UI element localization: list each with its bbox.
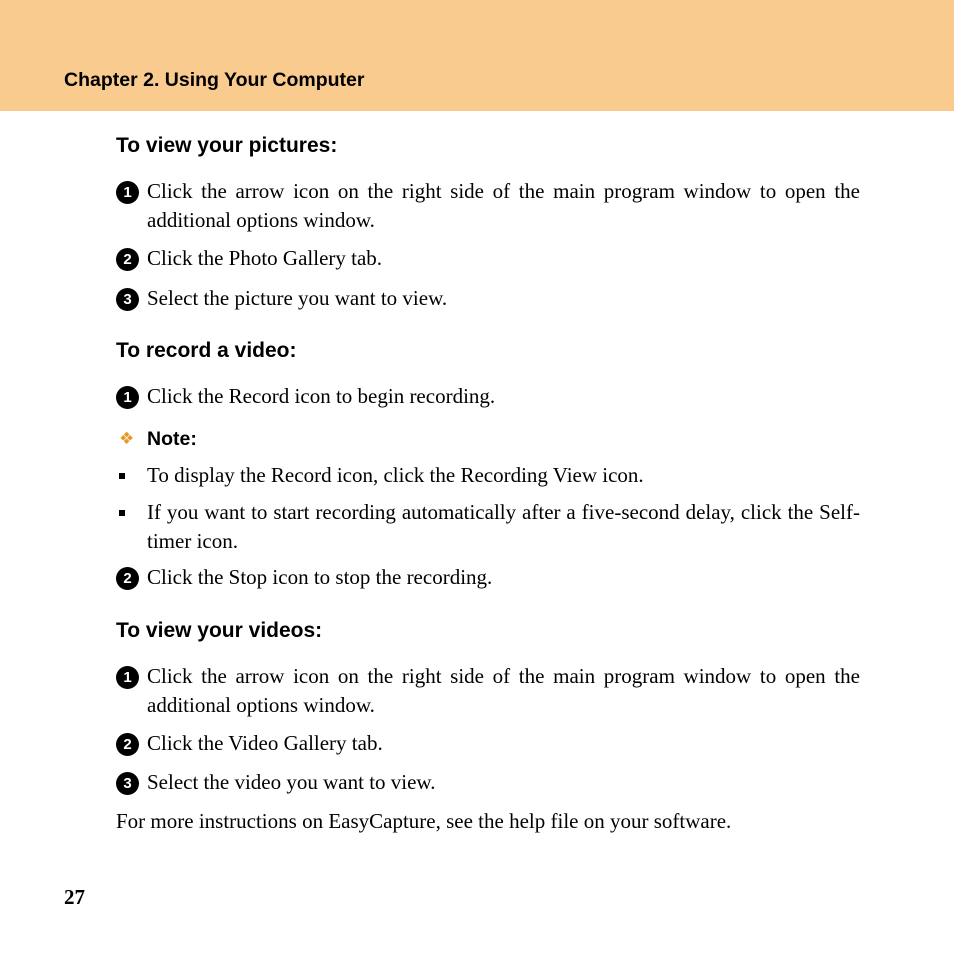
note-bullet xyxy=(116,461,860,490)
circled-number-icon: 2 xyxy=(116,248,139,271)
note-bullet xyxy=(116,498,860,556)
diamond-dots-icon: ❖ xyxy=(119,429,135,449)
heading-view-pictures: To view your pictures: xyxy=(116,134,338,157)
note-label: Note: xyxy=(147,428,197,450)
step-item xyxy=(116,729,860,758)
step-text: Click the Stop icon to stop the recording. xyxy=(147,565,493,589)
step-text: Click the arrow icon on the right side of the main program window to open the additional options window. xyxy=(147,664,860,717)
heading-record-video: To record a video: xyxy=(116,339,297,362)
chapter-header-band xyxy=(0,0,954,111)
step-item xyxy=(116,382,860,411)
circled-number-icon: 1 xyxy=(116,181,139,204)
bullet-text: If you want to start recording automatically after a five-second delay, click the Self-timer icon. xyxy=(147,500,860,553)
footer-instructions: For more instructions on EasyCapture, see the help file on your software. xyxy=(116,809,732,833)
step-text: Click the Record icon to begin recording. xyxy=(147,384,496,408)
step-item xyxy=(116,768,860,797)
step-item xyxy=(116,563,860,592)
square-bullet-icon xyxy=(119,473,125,479)
circled-number-icon: 3 xyxy=(116,288,139,311)
circled-number-icon: 1 xyxy=(116,666,139,689)
step-item xyxy=(116,177,860,235)
step-text: Click the Video Gallery tab. xyxy=(147,731,383,755)
step-text: Click the Photo Gallery tab. xyxy=(147,246,383,270)
step-text: Select the picture you want to view. xyxy=(147,286,448,310)
bullet-text: To display the Record icon, click the Recording View icon. xyxy=(147,463,644,487)
chapter-title: Chapter 2. Using Your Computer xyxy=(64,69,365,91)
circled-number-icon: 3 xyxy=(116,772,139,795)
step-text: Click the arrow icon on the right side of the main program window to open the additional options window. xyxy=(147,179,860,232)
page-number: 27 xyxy=(64,885,85,909)
heading-view-videos: To view your videos: xyxy=(116,619,323,642)
step-item xyxy=(116,284,860,313)
square-bullet-icon xyxy=(119,510,125,516)
circled-number-icon: 1 xyxy=(116,386,139,409)
step-item xyxy=(116,662,860,720)
circled-number-icon: 2 xyxy=(116,733,139,756)
step-text: Select the video you want to view. xyxy=(147,770,436,794)
step-item xyxy=(116,244,860,273)
circled-number-icon: 2 xyxy=(116,567,139,590)
